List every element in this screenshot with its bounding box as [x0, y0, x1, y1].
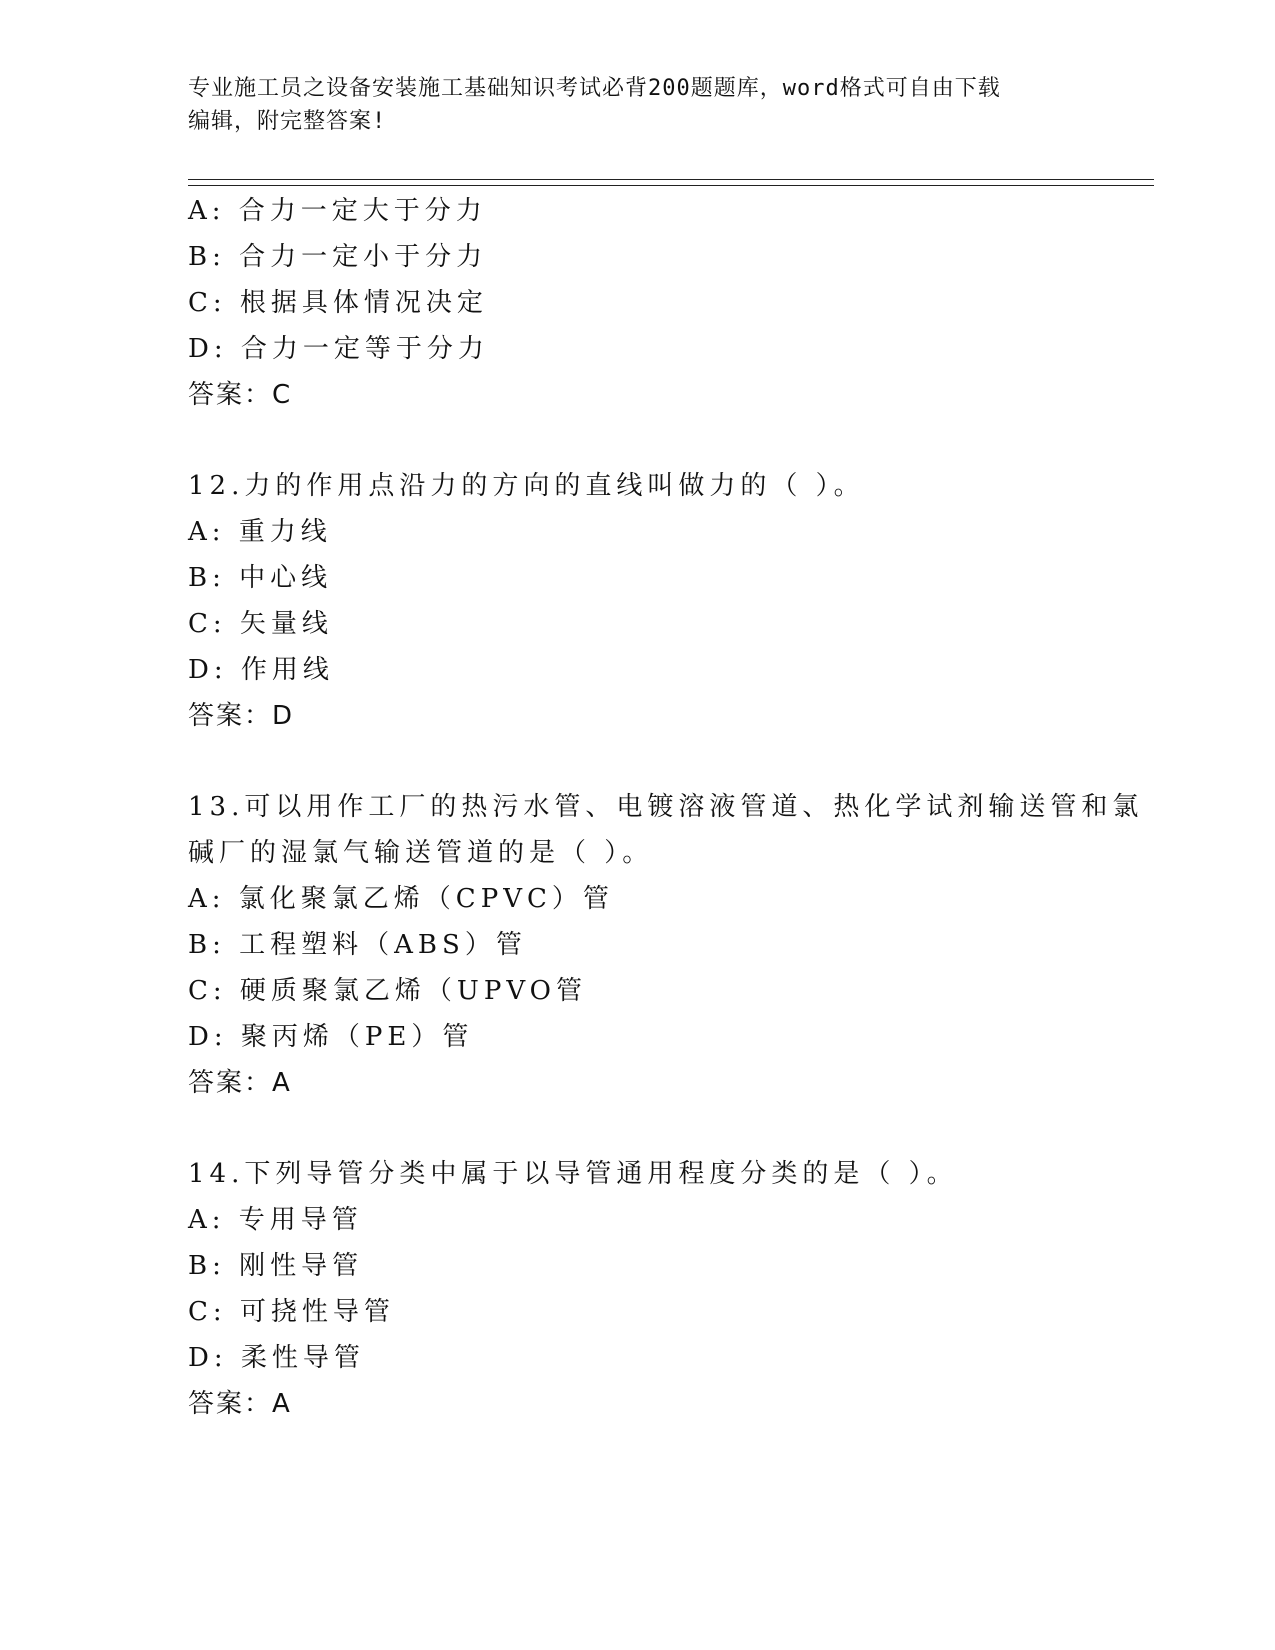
question-stem: 14.下列导管分类中属于以导管通用程度分类的是（ ）。: [188, 1159, 958, 1189]
answer: 答案：C: [188, 380, 293, 410]
option-a: A: 重力线: [188, 517, 332, 547]
question-14: [188, 1151, 1154, 1427]
option-b: B: 合力一定小于分力: [188, 242, 488, 272]
option-d: D: 作用线: [188, 655, 334, 685]
option-d: D: 聚丙烯（PE）管: [188, 1022, 474, 1052]
option-c: C: 可挠性导管: [188, 1297, 395, 1327]
option-a: A: 合力一定大于分力: [188, 196, 487, 226]
option-c: C: 根据具体情况决定: [188, 288, 488, 318]
option-b: B: 工程塑料（ABS）管: [188, 930, 527, 960]
option-b: B: 中心线: [188, 563, 333, 593]
option-a: A: 氯化聚氯乙烯（CPVC）管: [188, 884, 614, 914]
header-divider: [188, 179, 1154, 186]
question-stem: 12.力的作用点沿力的方向的直线叫做力的（ ）。: [188, 471, 865, 501]
question-stem-line-2: 碱厂的湿氯气输送管道的是（ ）。: [188, 838, 654, 868]
option-c: C: 硬质聚氯乙烯（UPVO管: [188, 976, 587, 1006]
spacer: [188, 418, 1154, 463]
spacer: [188, 1106, 1154, 1151]
question-list: [188, 188, 1154, 1427]
option-d: D: 合力一定等于分力: [188, 334, 489, 364]
question-11: [188, 188, 1154, 418]
option-c: C: 矢量线: [188, 609, 333, 639]
question-12: [188, 463, 1154, 739]
header-title-line-2: 编辑，附完整答案!: [188, 109, 387, 134]
question-stem-line-1: 13.可以用作工厂的热污水管、电镀溶液管道、热化学试剂输送管和氯: [188, 792, 1144, 822]
spacer: [188, 739, 1154, 784]
question-13: [188, 784, 1154, 1106]
document-header: [188, 72, 1088, 138]
answer: 答案：D: [188, 701, 295, 731]
header-title-line-1: 专业施工员之设备安装施工基础知识考试必背200题题库，word格式可自由下载: [188, 76, 1001, 101]
option-a: A: 专用导管: [188, 1205, 363, 1235]
answer: 答案：A: [188, 1389, 292, 1419]
option-d: D: 柔性导管: [188, 1343, 365, 1373]
option-b: B: 刚性导管: [188, 1251, 364, 1281]
answer: 答案：A: [188, 1068, 292, 1098]
